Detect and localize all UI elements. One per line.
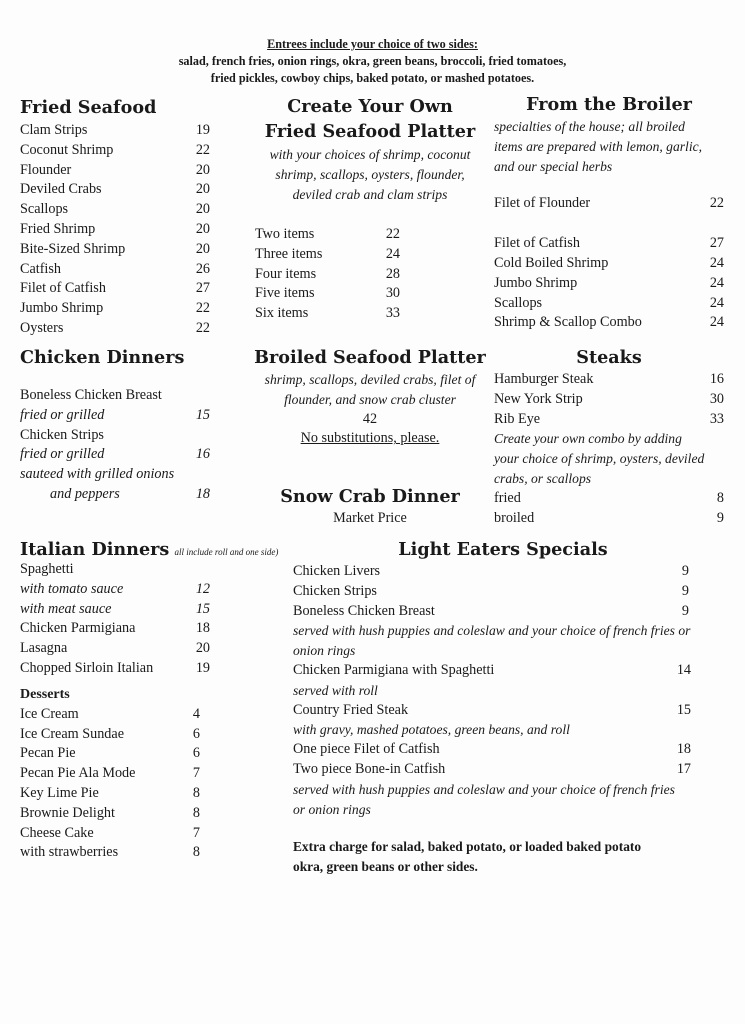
- item-name: Chicken Parmigiana: [20, 620, 136, 637]
- create-platter-desc-3: deviled crab and clam strips: [292, 186, 448, 202]
- item-price: 26: [195, 260, 210, 277]
- menu-item: [293, 661, 691, 681]
- item-name: broiled: [494, 509, 535, 526]
- item-name: Fried Shrimp: [20, 220, 96, 237]
- broiler-section: [494, 94, 724, 333]
- menu-item: [494, 254, 724, 274]
- menu-item: [255, 284, 400, 304]
- item-price: 27: [709, 235, 724, 252]
- chicken-strips: Chicken Strips: [20, 426, 104, 443]
- item-name: Coconut Shrimp: [20, 141, 114, 158]
- item-price: 20: [195, 181, 210, 198]
- item-price: 22: [195, 319, 210, 336]
- broiled-platter-price: 42: [362, 410, 378, 427]
- light-note-1a: served with hush puppies and coleslaw and your choice of french fries or: [293, 623, 691, 639]
- item-price: 22: [709, 195, 724, 212]
- chicken-sauteed-note-1: sauteed with grilled onions: [20, 466, 175, 483]
- steaks-combo-2: your choice of shrimp, oysters, deviled: [494, 451, 705, 467]
- menu-item: [20, 220, 210, 240]
- menu-item: [20, 659, 210, 679]
- create-platter-title-1: Create Your Own: [287, 96, 453, 117]
- sides-intro: [0, 36, 745, 87]
- fried-seafood-title: Fried Seafood: [20, 97, 157, 118]
- item-price: 8: [192, 844, 200, 861]
- create-platter-desc-1: with your choices of shrimp, coconut: [269, 147, 471, 162]
- item-name: Two items: [255, 226, 315, 242]
- item-price: 9: [681, 582, 689, 599]
- item-name: Filet of Flounder: [494, 195, 591, 212]
- menu-item: [20, 764, 200, 784]
- item-price: 33: [385, 305, 400, 322]
- menu-item: [20, 279, 210, 299]
- item-price: 7: [192, 765, 200, 782]
- menu-item: [20, 299, 210, 319]
- create-platter-desc-2: shrimp, scallops, oysters, flounder,: [275, 166, 465, 182]
- item-name: Country Fried Steak: [293, 701, 409, 718]
- item-price: 9: [681, 563, 689, 579]
- extra-charge-1: Extra charge for salad, baked potato, or loaded baked potato: [293, 839, 642, 855]
- menu-item: [20, 600, 210, 620]
- menu-item: [494, 194, 724, 214]
- item-price: 20: [195, 220, 210, 237]
- item-name: Ice Cream: [20, 705, 79, 722]
- broiler-desc-2: items are prepared with lemon, garlic,: [494, 138, 703, 154]
- menu-item: [20, 319, 210, 339]
- broiled-platter-desc-1: shrimp, scallops, deviled crabs, filet of: [264, 372, 476, 387]
- item-name: New York Strip: [494, 390, 583, 407]
- menu-item: [255, 245, 400, 265]
- item-name: with meat sauce: [20, 600, 112, 617]
- menu-item: [494, 509, 724, 529]
- item-name: Oysters: [20, 319, 64, 336]
- item-name: with strawberries: [20, 844, 119, 861]
- item-name: Clam Strips: [20, 122, 88, 138]
- light-parm-note: served with roll: [293, 682, 378, 698]
- item-name: Chicken Parmigiana with Spaghetti: [293, 661, 495, 678]
- chicken-breast-price: 15: [195, 406, 210, 423]
- broiler-desc-1: specialties of the house; all broiled: [494, 119, 685, 134]
- menu-item: [494, 370, 724, 390]
- broiled-platter-desc-2: flounder, and snow crab cluster: [284, 391, 456, 407]
- item-name: Cold Boiled Shrimp: [494, 254, 609, 271]
- menu-item: [494, 390, 724, 410]
- light-note-1b: onion rings: [293, 643, 356, 659]
- item-name: Jumbo Shrimp: [20, 300, 104, 317]
- menu-item: [20, 639, 210, 659]
- item-price: 18: [676, 741, 691, 758]
- menu-item: [20, 161, 210, 181]
- extra-charge-2: okra, green beans or other sides.: [293, 859, 478, 875]
- menu-item: [20, 121, 210, 141]
- menu-item: [293, 701, 691, 721]
- broiled-platter-note: No substitutions, please.: [300, 430, 440, 447]
- item-price: 8: [192, 784, 200, 801]
- item-price: 14: [676, 661, 691, 678]
- item-price: 30: [709, 390, 724, 407]
- item-price: 9: [716, 509, 724, 526]
- chicken-strips-note: fried or grilled: [20, 446, 105, 463]
- steaks-section: [494, 347, 724, 528]
- menu-item: [293, 740, 691, 760]
- snow-crab-price: Market Price: [333, 510, 407, 526]
- item-name: Scallops: [494, 294, 543, 311]
- menu-item: [20, 744, 200, 764]
- item-price: 19: [195, 122, 210, 138]
- item-price: 22: [195, 141, 210, 158]
- item-name: Brownie Delight: [20, 804, 115, 821]
- item-name: Pecan Pie Ala Mode: [20, 765, 136, 782]
- item-name: Bite-Sized Shrimp: [20, 240, 126, 257]
- item-price: 24: [709, 254, 724, 271]
- item-price: 24: [709, 314, 724, 331]
- italian-section: [20, 539, 279, 863]
- item-name: Shrimp & Scallop Combo: [494, 314, 642, 331]
- item-name: Filet of Catfish: [20, 280, 106, 297]
- broiled-platter-section: [250, 347, 490, 449]
- item-price: 20: [195, 240, 210, 257]
- chicken-sauteed-price: 18: [195, 485, 210, 502]
- chicken-section: [20, 347, 210, 505]
- item-price: 20: [195, 201, 210, 218]
- item-name: Lasagna: [20, 640, 68, 657]
- broiler-desc-3: and our special herbs: [494, 158, 613, 174]
- item-name: Filet of Catfish: [494, 235, 580, 252]
- light-section: [293, 539, 713, 877]
- item-price: 20: [195, 640, 210, 657]
- chicken-sauteed-note-2: and peppers: [50, 485, 120, 502]
- fried-seafood-section: [20, 97, 210, 339]
- menu-item: [20, 260, 210, 280]
- menu-item: [20, 580, 210, 600]
- item-name: Jumbo Shrimp: [494, 274, 578, 291]
- item-price: 15: [195, 600, 210, 617]
- menu-item: [20, 200, 210, 220]
- item-name: Two piece Bone-in Catfish: [293, 760, 446, 777]
- item-price: 24: [385, 245, 400, 262]
- item-price: 19: [195, 659, 210, 676]
- item-name: Chicken Livers: [293, 563, 381, 579]
- menu-item: [20, 843, 200, 863]
- item-name: Chicken Strips: [293, 582, 377, 599]
- chicken-breast: Boneless Chicken Breast: [20, 387, 162, 403]
- menu-item: [255, 265, 400, 285]
- item-price: 12: [195, 580, 210, 597]
- broiled-platter-title: Broiled Seafood Platter: [254, 347, 486, 368]
- item-name: One piece Filet of Catfish: [293, 741, 440, 758]
- item-price: 7: [192, 824, 200, 841]
- item-price: 4: [192, 705, 200, 722]
- item-name: Hamburger Steak: [494, 371, 594, 387]
- create-platter-title-2: Fried Seafood Platter: [264, 121, 476, 142]
- menu-item: [20, 804, 200, 824]
- item-price: 22: [385, 226, 400, 242]
- menu-item: [20, 705, 200, 725]
- desserts-title: Desserts: [20, 686, 70, 702]
- item-price: 22: [195, 300, 210, 317]
- menu-item: [255, 304, 400, 324]
- sides-heading: Entrees include your choice of two sides:: [267, 37, 478, 51]
- item-price: 6: [192, 725, 200, 742]
- sides-line-2: fried pickles, cowboy chips, baked potato, or mashed potatoes.: [210, 71, 535, 85]
- item-price: 33: [709, 410, 724, 427]
- chicken-breast-note: fried or grilled: [20, 406, 105, 423]
- italian-title: Italian Dinners: [20, 539, 170, 560]
- sides-line-1: salad, french fries, onion rings, okra, green beans, broccoli, fried tomatoes,: [178, 54, 567, 68]
- steaks-title: Steaks: [576, 347, 642, 368]
- item-price: 6: [192, 745, 200, 762]
- item-name: Scallops: [20, 201, 69, 218]
- menu-item: [494, 410, 724, 430]
- menu-item: [255, 225, 400, 245]
- menu-item: [494, 294, 724, 314]
- item-price: 28: [385, 265, 400, 282]
- menu-item: [494, 234, 724, 254]
- item-name: with tomato sauce: [20, 580, 124, 597]
- item-price: 20: [195, 161, 210, 178]
- snow-crab-section: [250, 486, 490, 529]
- item-name: Cheese Cake: [20, 824, 94, 841]
- item-price: 30: [385, 285, 400, 302]
- light-title: Light Eaters Specials: [398, 539, 608, 560]
- item-name: Boneless Chicken Breast: [293, 602, 435, 619]
- menu-item: [293, 582, 689, 602]
- item-price: 16: [709, 371, 724, 387]
- menu-item: [293, 602, 689, 622]
- item-name: Flounder: [20, 161, 72, 178]
- item-price: 9: [681, 602, 689, 619]
- light-note-2b: or onion rings: [293, 801, 371, 817]
- item-price: 15: [676, 701, 691, 718]
- chicken-title: Chicken Dinners: [20, 347, 185, 368]
- broiler-title: From the Broiler: [526, 94, 692, 115]
- item-name: Rib Eye: [494, 410, 541, 427]
- item-price: 17: [676, 760, 691, 777]
- item-name: Chopped Sirloin Italian: [20, 659, 154, 676]
- item-name: Catfish: [20, 260, 61, 277]
- create-platter-section: [245, 96, 495, 204]
- item-name: Five items: [255, 285, 315, 302]
- menu-item: [494, 313, 724, 333]
- menu-item: [20, 824, 200, 844]
- spaghetti: Spaghetti: [20, 561, 74, 577]
- steaks-combo-1: Create your own combo by adding: [494, 431, 682, 447]
- light-steak-note: with gravy, mashed potatoes, green beans, and roll: [293, 722, 570, 738]
- menu-item: [20, 784, 200, 804]
- item-name: Deviled Crabs: [20, 181, 102, 198]
- steaks-combo-3: crabs, or scallops: [494, 470, 592, 486]
- create-platter-list: [255, 225, 400, 324]
- italian-subtitle: all include roll and one side): [174, 547, 279, 557]
- menu-item: [20, 180, 210, 200]
- item-name: Three items: [255, 245, 323, 262]
- item-name: Six items: [255, 305, 309, 322]
- item-price: 24: [709, 274, 724, 291]
- item-name: fried: [494, 489, 521, 506]
- menu-item: [20, 725, 200, 745]
- menu-item: [20, 619, 210, 639]
- item-price: 8: [192, 804, 200, 821]
- menu-item: [293, 760, 691, 780]
- item-name: Ice Cream Sundae: [20, 725, 124, 742]
- item-price: 8: [716, 489, 724, 506]
- light-note-2a: served with hush puppies and coleslaw and your choice of french fries: [293, 781, 675, 797]
- item-price: 18: [195, 620, 210, 637]
- snow-crab-title: Snow Crab Dinner: [280, 486, 460, 507]
- menu-item: [20, 141, 210, 161]
- menu-item: [20, 240, 210, 260]
- chicken-strips-price: 16: [195, 446, 210, 463]
- menu-item: [494, 489, 724, 509]
- menu-item: [494, 274, 724, 294]
- item-name: Four items: [255, 265, 317, 282]
- item-name: Key Lime Pie: [20, 784, 99, 801]
- item-price: 24: [709, 294, 724, 311]
- menu-item: [293, 562, 689, 582]
- item-price: 27: [195, 280, 210, 297]
- item-name: Pecan Pie: [20, 745, 76, 762]
